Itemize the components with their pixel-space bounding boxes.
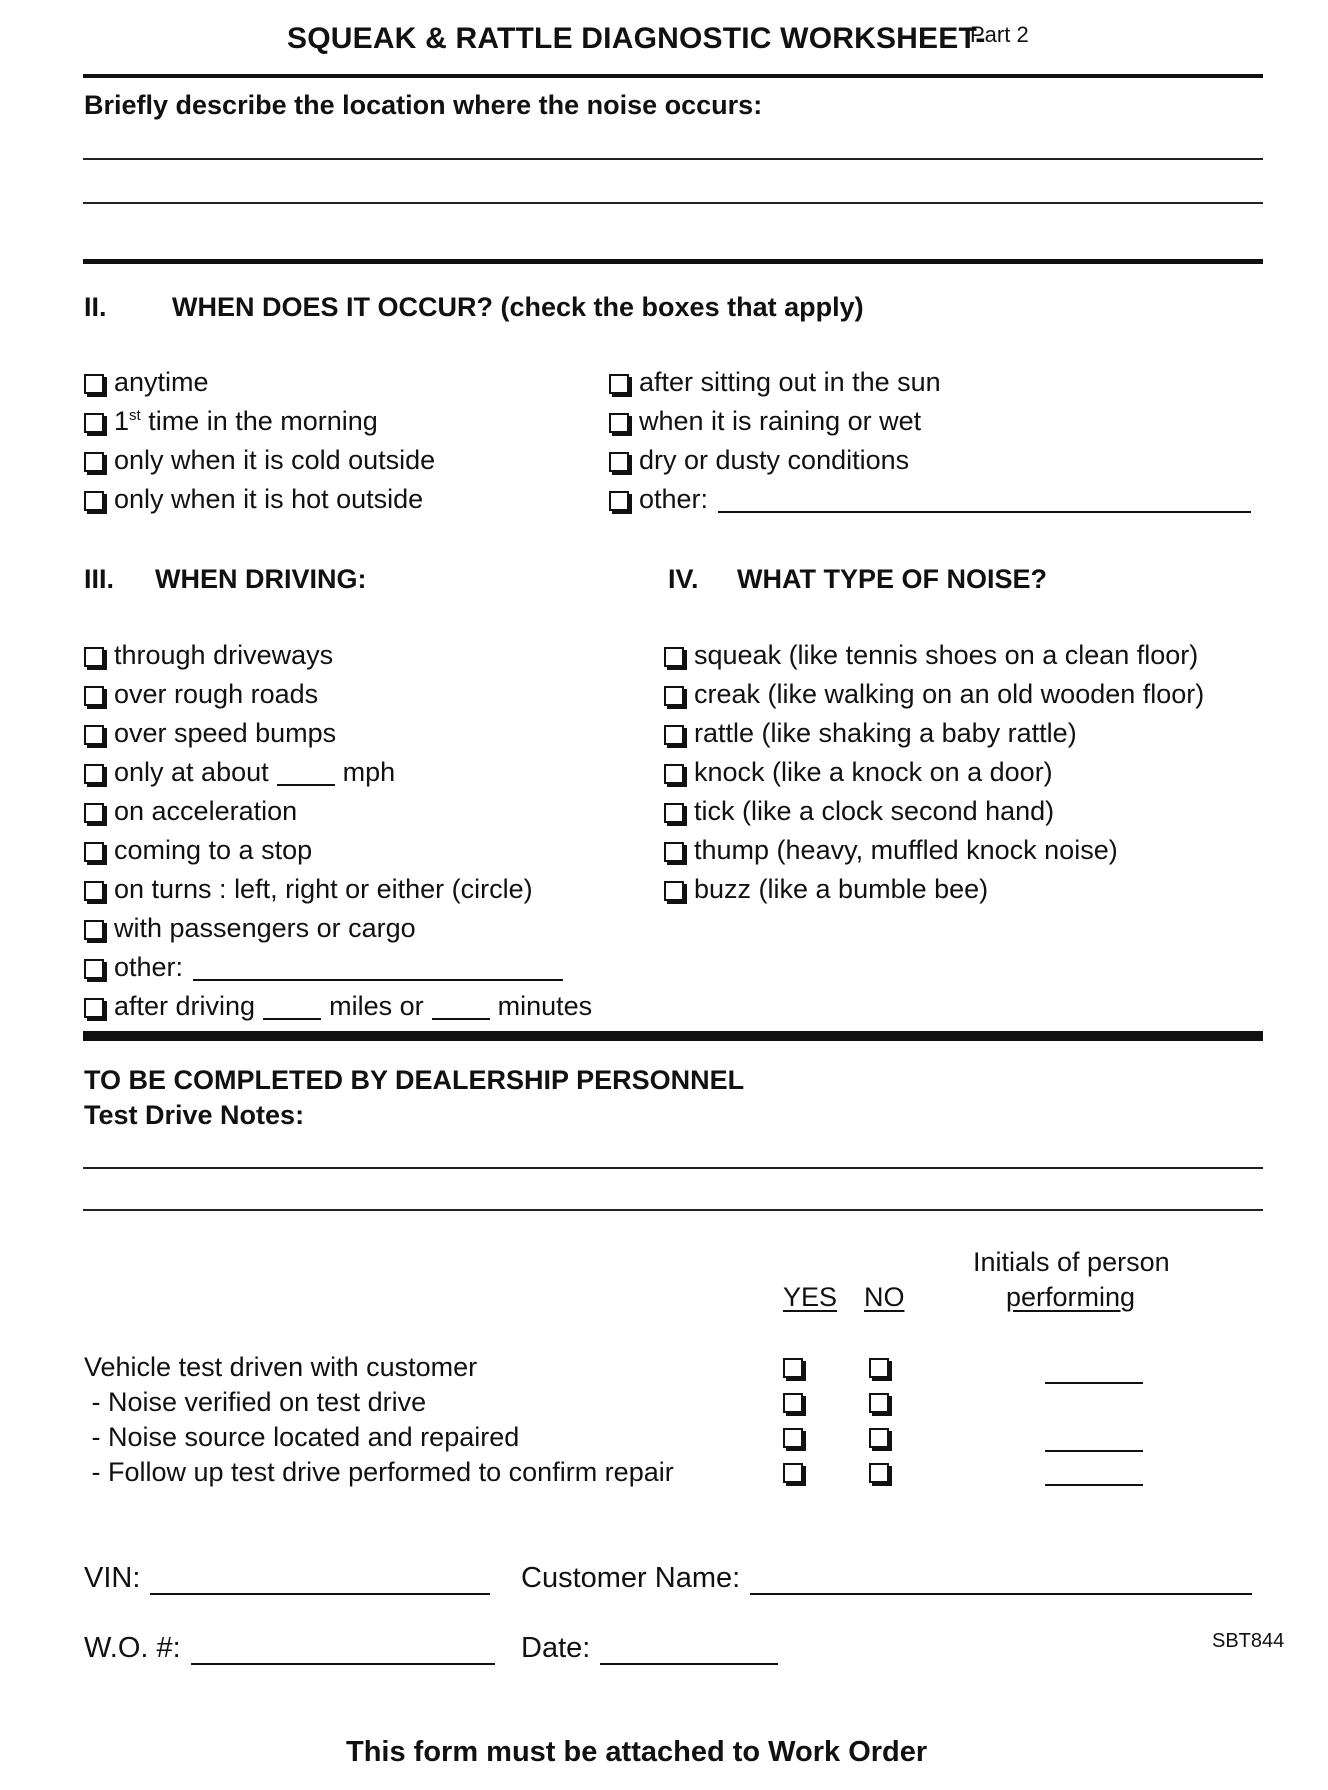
occur-rain[interactable] — [609, 406, 921, 437]
location-line-1[interactable] — [83, 158, 1263, 160]
yes-checkbox[interactable] — [783, 1393, 803, 1413]
miles-blank[interactable] — [263, 994, 321, 1020]
customer-name-field[interactable] — [521, 1562, 1252, 1595]
mph-label: mph — [342, 757, 396, 787]
checkbox[interactable] — [84, 413, 104, 433]
section-rule — [83, 259, 1263, 264]
section2-number: II. — [84, 292, 107, 322]
initials-line[interactable] — [1045, 1484, 1143, 1486]
driving-item[interactable] — [84, 679, 318, 710]
section4-heading: WHAT TYPE OF NOISE? — [737, 564, 1047, 594]
mph-blank[interactable] — [277, 760, 335, 786]
check-row-label: - Noise source located and repaired — [84, 1422, 520, 1452]
checkbox[interactable] — [84, 881, 104, 901]
yes-checkbox[interactable] — [783, 1428, 803, 1448]
notes-line-2[interactable] — [83, 1209, 1263, 1211]
no-checkbox[interactable] — [869, 1463, 889, 1483]
location-prompt: Briefly describe the location where the noise occurs: — [84, 90, 763, 120]
checkbox[interactable] — [84, 491, 104, 511]
yes-checkbox[interactable] — [783, 1358, 803, 1378]
noise-label: tick (like a clock second hand) — [694, 796, 1055, 826]
vin-label: VIN: — [84, 1562, 141, 1594]
driving-label: through driveways — [114, 640, 334, 670]
occur-dusty[interactable] — [609, 445, 909, 476]
notes-line-1[interactable] — [83, 1167, 1263, 1169]
initials-line[interactable] — [1045, 1382, 1143, 1384]
checkbox[interactable] — [84, 803, 104, 823]
checkbox[interactable] — [664, 842, 684, 862]
driving-label: on acceleration — [114, 796, 298, 826]
header-rule — [83, 74, 1263, 78]
driving-item[interactable] — [84, 835, 312, 866]
test-drive-notes-label: Test Drive Notes: — [84, 1100, 305, 1130]
checkbox[interactable] — [664, 725, 684, 745]
section3-number: III. — [84, 564, 115, 594]
checkbox[interactable] — [609, 491, 629, 511]
checkbox[interactable] — [664, 881, 684, 901]
occur-label: other: — [639, 484, 709, 514]
driving-label: other: — [114, 952, 184, 982]
checkbox[interactable] — [664, 803, 684, 823]
check-row-label: - Noise verified on test drive — [84, 1387, 427, 1417]
driving-label: coming to a stop — [114, 835, 313, 865]
driving-label: over speed bumps — [114, 718, 337, 748]
miles-or-label: miles or — [329, 991, 424, 1021]
checkbox[interactable] — [664, 686, 684, 706]
checkbox[interactable] — [84, 959, 104, 979]
checkbox[interactable] — [84, 725, 104, 745]
part-label: Part 2 — [970, 22, 1029, 47]
checkbox[interactable] — [84, 920, 104, 940]
noise-item[interactable] — [664, 679, 1204, 710]
occur-anytime[interactable] — [84, 367, 209, 398]
noise-label: squeak (like tennis shoes on a clean floor) — [694, 640, 1199, 670]
occur-label: after sitting out in the sun — [639, 367, 941, 397]
date-blank[interactable] — [600, 1633, 778, 1665]
checkbox[interactable] — [84, 842, 104, 862]
driving-label: after driving — [114, 991, 256, 1021]
date-label: Date: — [521, 1632, 591, 1664]
driving-item-distance[interactable] — [84, 991, 592, 1022]
checkbox[interactable] — [84, 452, 104, 472]
driving-label: only at about — [114, 757, 269, 787]
dealer-heading: TO BE COMPLETED BY DEALERSHIP PERSONNEL — [84, 1065, 745, 1095]
driving-label: on turns : left, right or either (circle) — [114, 874, 533, 904]
checkbox[interactable] — [609, 452, 629, 472]
col-initials-line2: performing — [1006, 1282, 1136, 1312]
noise-label: rattle (like shaking a baby rattle) — [694, 718, 1077, 748]
footer-note: This form must be attached to Work Order — [346, 1736, 928, 1768]
noise-label: creak (like walking on an old wooden floor) — [694, 679, 1205, 709]
checkbox[interactable] — [84, 998, 104, 1018]
driving-other-blank[interactable] — [193, 955, 563, 981]
driving-label: over rough roads — [114, 679, 319, 709]
occur-other[interactable] — [609, 484, 1251, 515]
noise-label: knock (like a knock on a door) — [694, 757, 1053, 787]
location-line-2[interactable] — [83, 202, 1263, 204]
dealer-rule — [83, 1031, 1263, 1041]
col-no: NO — [864, 1282, 905, 1312]
no-checkbox[interactable] — [869, 1358, 889, 1378]
noise-item[interactable] — [664, 835, 1118, 866]
col-initials-line1: Initials of person — [973, 1247, 1170, 1277]
checkbox[interactable] — [84, 686, 104, 706]
checkbox[interactable] — [84, 647, 104, 667]
occur-label: only when it is cold outside — [114, 445, 436, 475]
occur-label: only when it is hot outside — [114, 484, 424, 514]
section2-heading: WHEN DOES IT OCCUR? (check the boxes that apply) — [172, 292, 864, 322]
checkbox[interactable] — [609, 374, 629, 394]
checkbox[interactable] — [84, 374, 104, 394]
customer-name-blank[interactable] — [750, 1563, 1252, 1595]
driving-item[interactable] — [84, 874, 533, 905]
noise-item[interactable] — [664, 796, 1054, 827]
initials-line[interactable] — [1045, 1450, 1143, 1452]
minutes-label: minutes — [497, 991, 593, 1021]
occur-first-time[interactable] — [84, 406, 378, 437]
driving-item-speed[interactable] — [84, 757, 395, 788]
checkbox[interactable] — [84, 764, 104, 784]
noise-label: buzz (like a bumble bee) — [694, 874, 989, 904]
noise-label: thump (heavy, muffled knock noise) — [694, 835, 1118, 865]
driving-item[interactable] — [84, 718, 336, 749]
noise-item[interactable] — [664, 718, 1077, 749]
checkbox[interactable] — [609, 413, 629, 433]
driving-item[interactable] — [84, 640, 333, 671]
customer-name-label: Customer Name: — [521, 1562, 741, 1594]
checkbox[interactable] — [664, 647, 684, 667]
wo-field[interactable] — [84, 1632, 495, 1665]
occur-hot[interactable] — [84, 484, 423, 515]
occur-label: dry or dusty conditions — [639, 445, 910, 475]
check-row-label: - Follow up test drive performed to confirm repair — [84, 1457, 674, 1487]
driving-item[interactable] — [84, 913, 416, 944]
noise-item[interactable] — [664, 874, 988, 905]
check-row-label: Vehicle test driven with customer — [84, 1352, 478, 1382]
noise-item[interactable] — [664, 640, 1198, 671]
form-code: SBT844 — [1212, 1630, 1285, 1652]
occur-label: when it is raining or wet — [639, 406, 922, 436]
wo-label: W.O. #: — [84, 1632, 181, 1664]
driving-item[interactable] — [84, 796, 297, 827]
occur-sun[interactable] — [609, 367, 941, 398]
other-blank[interactable] — [718, 487, 1251, 513]
no-checkbox[interactable] — [869, 1428, 889, 1448]
yes-checkbox[interactable] — [783, 1463, 803, 1483]
wo-blank[interactable] — [191, 1633, 495, 1665]
occur-label: anytime — [114, 367, 209, 397]
noise-item[interactable] — [664, 757, 1053, 788]
driving-label: with passengers or cargo — [114, 913, 416, 943]
vin-blank[interactable] — [150, 1563, 490, 1595]
form-title: SQUEAK & RATTLE DIAGNOSTIC WORKSHEET- — [287, 22, 986, 55]
occur-cold[interactable] — [84, 445, 435, 476]
checkbox[interactable] — [664, 764, 684, 784]
occur-label: 1st time in the morning — [114, 406, 378, 436]
col-yes: YES — [783, 1282, 838, 1312]
date-field[interactable] — [521, 1632, 778, 1665]
section4-number: IV. — [668, 564, 699, 594]
minutes-blank[interactable] — [432, 994, 490, 1020]
no-checkbox[interactable] — [869, 1393, 889, 1413]
driving-item-other[interactable] — [84, 952, 563, 983]
vin-field[interactable] — [84, 1562, 490, 1595]
section3-heading: WHEN DRIVING: — [155, 564, 367, 594]
